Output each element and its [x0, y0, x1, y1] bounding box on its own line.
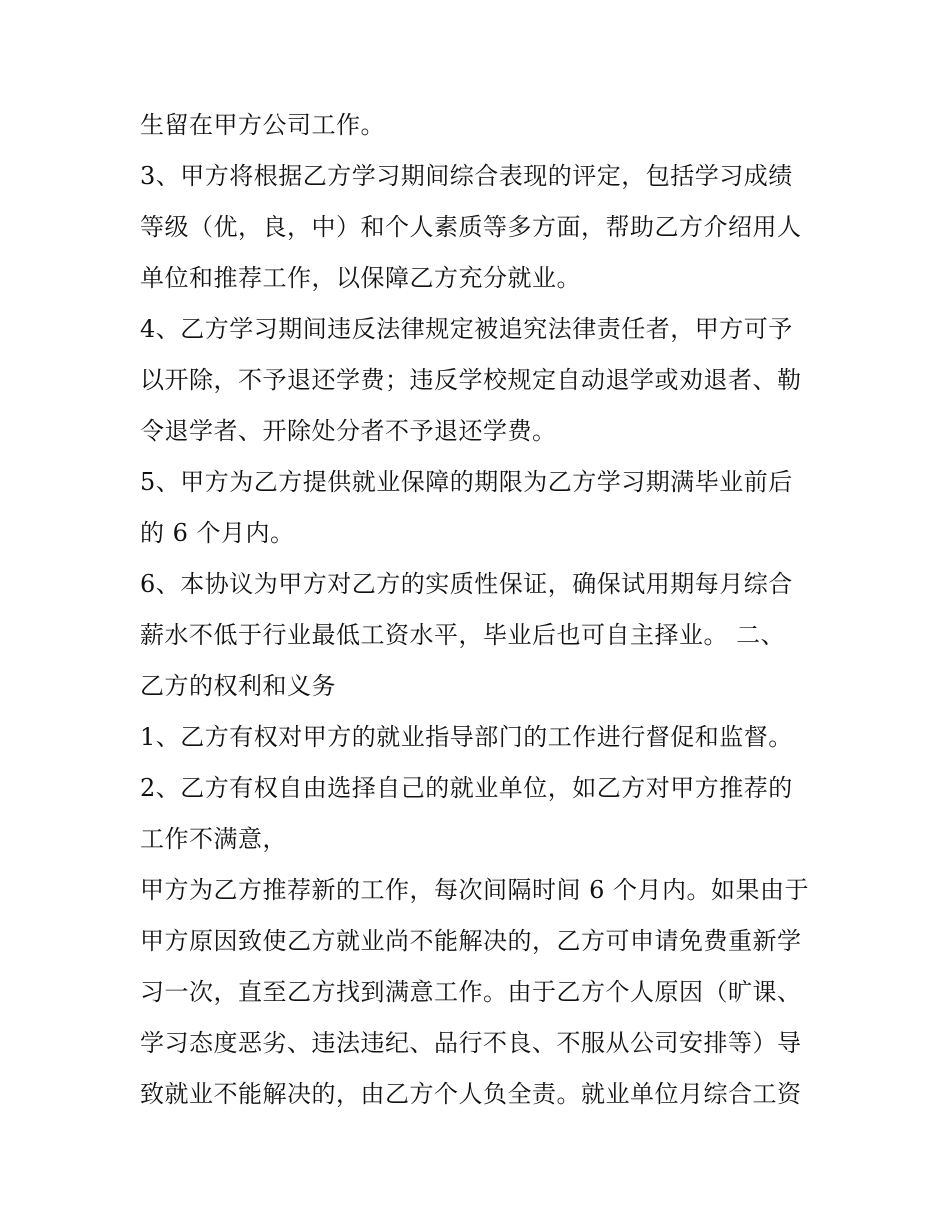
text-line: 甲方为乙方推荐新的工作，每次间隔时间 6 个月内。如果由于	[140, 876, 810, 904]
text-line: 等级（优，良，中）和个人素质等多方面，帮助乙方介绍用人	[140, 213, 802, 241]
text-line: 的 6 个月内。	[140, 519, 295, 547]
text-line: 5、甲方为乙方提供就业保障的期限为乙方学习期满毕业前后	[140, 468, 793, 496]
text-line: 习一次，直至乙方找到满意工作。由于乙方个人原因（旷课、	[140, 978, 802, 1006]
document-body	[140, 100, 820, 1120]
text-line: 3、甲方将根据乙方学习期间综合表现的评定，包括学习成绩	[140, 162, 793, 190]
text-line: 乙方的权利和义务	[140, 672, 336, 700]
text-line: 以开除，不予退还学费；违反学校规定自动退学或劝退者、勒	[140, 366, 802, 394]
text-line: 6、本协议为甲方对乙方的实质性保证，确保试用期每月综合	[140, 570, 793, 598]
text-line: 1、乙方有权对甲方的就业指导部门的工作进行督促和监督。	[140, 723, 793, 751]
text-line: 单位和推荐工作，以保障乙方充分就业。	[140, 264, 581, 292]
text-line: 学习态度恶劣、违法违纪、品行不良、不服从公司安排等）导	[140, 1029, 802, 1057]
text-line: 甲方原因致使乙方就业尚不能解决的，乙方可申请免费重新学	[140, 927, 802, 955]
text-line: 4、乙方学习期间违反法律规定被追究法律责任者，甲方可予	[140, 315, 793, 343]
text-line: 2、乙方有权自由选择自己的就业单位，如乙方对甲方推荐的	[140, 774, 793, 802]
text-line: 生留在甲方公司工作。	[140, 111, 385, 139]
text-line: 工作不满意，	[140, 825, 287, 853]
text-line: 令退学者、开除处分者不予退还学费。	[140, 417, 557, 445]
text-line: 薪水不低于行业最低工资水平，毕业后也可自主择业。 二、	[140, 621, 786, 649]
text-line: 致就业不能解决的，由乙方个人负全责。就业单位月综合工资	[140, 1080, 802, 1108]
